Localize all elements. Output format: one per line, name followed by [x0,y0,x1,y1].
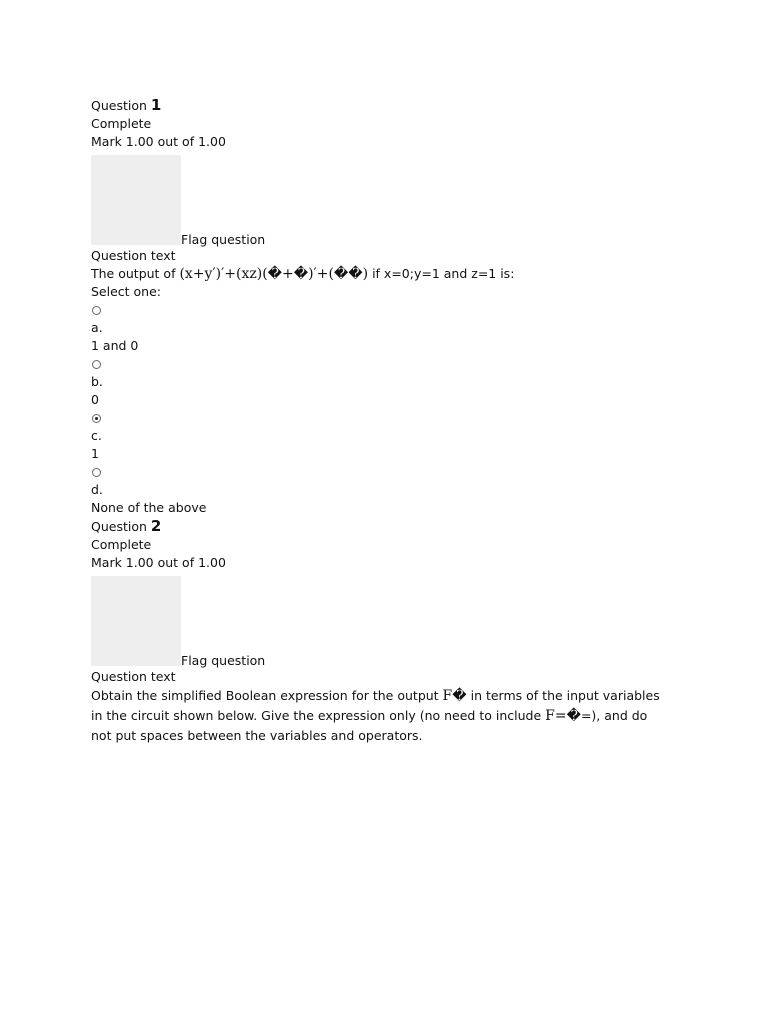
question-number: 1 [150,96,162,114]
flag-area [91,151,691,247]
prompt-part-2: in terms of the input variables in the circuit shown below. Give the expression only (no need to include [91,688,660,723]
question-text-heading: Question text [91,669,176,684]
radio-button-selected[interactable] [92,414,101,423]
prompt-prefix: The output of [91,266,180,281]
option-letter: d. [91,482,103,497]
option-text: None of the above [91,500,207,515]
radio-button[interactable] [92,306,101,315]
question-heading [91,96,691,115]
option-letter: c. [91,428,102,443]
question-status: Complete [91,537,152,552]
flag-question-link[interactable]: Flag question [181,653,266,668]
question-number: 2 [150,517,162,535]
question-heading [91,517,691,536]
prompt-math-2: F=� [545,708,581,724]
option-text: 1 and 0 [91,338,139,353]
radio-button[interactable] [92,468,101,477]
flag-icon-placeholder[interactable] [91,576,181,666]
answer-option-a[interactable] [91,306,691,355]
question-prompt [91,686,671,745]
question-mark: Mark 1.00 out of 1.00 [91,555,226,570]
prompt-math-1: F� [442,688,467,704]
option-text: 1 [91,446,99,461]
flag-question-link[interactable]: Flag question [181,232,266,247]
answer-option-c[interactable] [91,414,691,463]
option-letter: b. [91,374,103,389]
question-label: Question [91,98,147,113]
flag-area [91,572,691,668]
question-mark: Mark 1.00 out of 1.00 [91,134,226,149]
select-one-label: Select one: [91,284,162,299]
answer-option-b[interactable] [91,360,691,409]
quiz-review [91,96,691,745]
prompt-part-1: Obtain the simplified Boolean expression for the output [91,688,443,703]
option-letter: a. [91,320,103,335]
prompt-math: (x+y′)′+(xz)(�+�)′+(��) [179,266,369,282]
question-2 [91,517,691,745]
prompt-part-3: =), and do not put spaces between the variables and operators. [91,708,648,743]
radio-button[interactable] [92,360,101,369]
prompt-suffix: if x=0;y=1 and z=1 is: [368,266,515,281]
question-prompt [91,265,691,283]
flag-icon-placeholder[interactable] [91,155,181,245]
question-status: Complete [91,116,152,131]
option-text: 0 [91,392,99,407]
question-label: Question [91,519,147,534]
question-1 [91,96,691,517]
question-text-heading: Question text [91,248,176,263]
answer-option-d[interactable] [91,468,691,517]
